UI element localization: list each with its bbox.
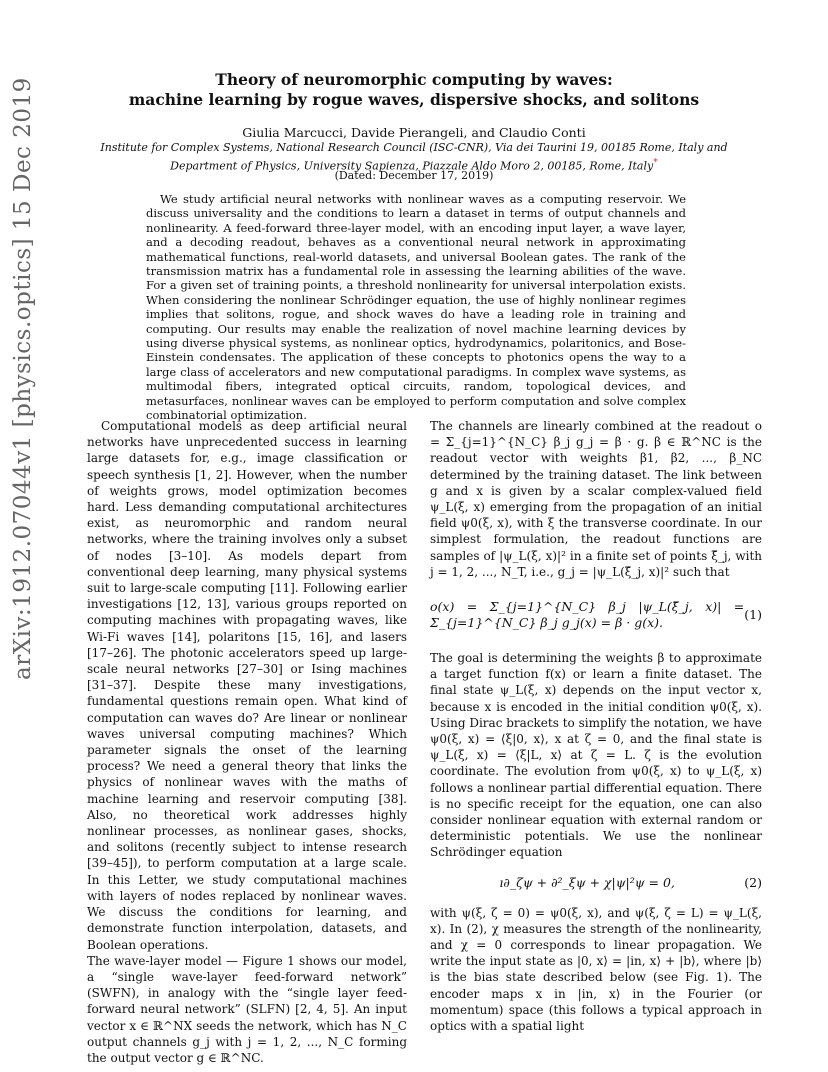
arxiv-stamp: arXiv:1912.07044v1 [physics.optics] 15 Dec 2019 — [10, 77, 36, 680]
left-column — [87, 418, 407, 1066]
wave-layer-model-paragraph: The wave-layer model — Figure 1 shows our model, a “single wave-layer feed-forward network” (SWFN), in analogy with the “single layer feed-forward neural network” (SLFN) [2, 4, 5]. An input vector x ∈ ℝ^NX seeds the network, which has N_C output channels g_j with j = 1, 2, ..., N_C forming the output vector g ∈ ℝ^NC. — [87, 953, 407, 1065]
input-state-paragraph: with ψ(ξ, ζ = 0) = ψ0(ξ, x), and ψ(ξ, ζ = L) = ψ_L(ξ, x). In (2), χ measures the strength of the nonlinearity, and χ = 0 corresponds to linear propagation. We write the input state as |0, x⟩ = |in, x⟩ + |b⟩, where |b⟩ is the bias state described below (see Fig. 1). The encoder maps x in |in, x⟩ in the Fourier (or momentum) space (this follows a typical approach in optics with a spatial light — [430, 905, 762, 1034]
equation-1-number: (1) — [744, 606, 762, 622]
date-line: (Dated: December 17, 2019) — [334, 169, 494, 182]
equation-1-body: o(x) = Σ_{j=1}^{N_C} β_j |ψ_L(ξ̄_j, x)| = Σ_{j=1}^{N_C} β_j g_j(x) = β · g(x). — [430, 598, 745, 631]
title-line-2: machine learning by rogue waves, dispersive shocks, and solitons — [128, 90, 700, 109]
equation-2 — [430, 871, 762, 895]
goal-paragraph: The goal is determining the weights β to approximate a target function f(x) or learn a finite dataset. The final state ψ_L(ξ, x) depends on the input vector x, because x is encoded in the initial condition ψ0(ξ, x). Using Dirac brackets to simplify the notation, we have ψ0(ξ, x) = ⟨ξ|0, x⟩, x at ζ = 0, and the final state is ψ_L(ξ, x) = ⟨ξ|L, x⟩ at ζ = L. ζ is the evolution coordinate. The evolution from ψ0(ξ, x) to ψ_L(ξ, x) follows a nonlinear partial differential equation. There is no specific receipt for the equation, one can also consider nonlinear equation with external random or deterministic potentials. We use the nonlinear Schrödinger equation — [430, 651, 762, 860]
footnote-link[interactable]: * — [653, 157, 658, 168]
affiliation-line-1: Institute for Complex Systems, National Research Council (ISC-CNR), Via dei Taurini 19, 00185 Rome, Italy and — [100, 141, 728, 154]
affiliation-line-2: Department of Physics, University Sapienza, Piazzale Aldo Moro 2, 00185, Rome, Italy — [170, 159, 654, 173]
equation-1 — [430, 586, 762, 644]
authors: Giulia Marcucci, Davide Pierangeli, and Claudio Conti — [242, 125, 586, 140]
title-line-1: Theory of neuromorphic computing by waves: — [215, 70, 613, 89]
equation-2-body: ı∂_ζψ + ∂²_ξψ + χ|ψ|²ψ = 0, — [499, 874, 675, 890]
equation-2-number: (2) — [744, 874, 762, 890]
readout-paragraph: The channels are linearly combined at the readout o = Σ_{j=1}^{N_C} β_j g_j = β · g. β ∈ ℝ^NC is the readout vector with weights β1, β2, ..., β_NC determined by the training dataset. The link between g and x is given by a scalar complex-valued field ψ_L(ξ, x) emerging from the propagation of an initial field ψ0(ξ, x), with ξ the transverse coordinate. In our simplest formulation, the readout functions are samples of |ψ_L(ξ, x)|² in a finite set of points ξ̄_j, with j = 1, 2, ..., N_T, i.e., g_j = |ψ_L(ξ̄_j, x)|² such that — [430, 419, 762, 579]
right-column — [430, 418, 762, 1034]
intro-paragraph: Computational models as deep artificial neural networks have unprecedented success in learning large datasets for, e.g., image classification or speech synthesis [1, 2]. However, when the number of weights grows, model optimization becomes hard. Less demanding computational architectures exist, as neuromorphic and random neural networks, where the training involves only a subset of nodes [3–10]. As models depart from conventional deep learning, many physical systems suit to large-scale computing [11]. Following earlier investigations [12, 13], various groups reported on computing machines with propagating waves, like Wi-Fi waves [14], polaritons [15, 16], and lasers [17–26]. The photonic accelerators speed up large-scale neural networks [27–30] or Ising machines [31–37]. Despite these many investigations, fundamental questions remain open. What kind of computation can waves do? Are linear or nonlinear waves universal computing machines? Which parameter signals the onset of the learning process? We need a general theory that links the physics of nonlinear waves with the maths of machine learning and reservoir computing [38]. Also, no theoretical work addresses highly nonlinear processes, as nonlinear gases, shocks, and solitons (recently subject to intense research [39–45]), to perform computation at a large scale. In this Letter, we study computational machines with layers of nodes replaced by nonlinear waves. We discuss the conditions for learning, and demonstrate function interpolation, datasets, and Boolean operations. — [87, 419, 407, 952]
paper-title — [100, 70, 728, 110]
abstract: We study artificial neural networks with nonlinear waves as a computing reservoir. We discuss universality and the conditions to learn a dataset in terms of output channels and nonlinearity. A feed-forward three-layer model, with an encoding input layer, a wave layer, and a decoding readout, behaves as a conventional neural network in approximating mathematical functions, real-world datasets, and universal Boolean gates. The rank of the transmission matrix has a fundamental role in assessing the learning abilities of the wave. For a given set of training points, a threshold nonlinearity for universal interpolation exists. When considering the nonlinear Schrödinger equation, the use of highly nonlinear regimes implies that solitons, rogue, and shock waves do have a leading role in training and computing. Our results may enable the realization of novel machine learning devices by using diverse physical systems, as nonlinear optics, hydrodynamics, polaritonics, and Bose-Einstein condensates. The application of these concepts to photonics opens the way to a large class of accelerators and new computational paradigms. In complex wave systems, as multimodal fibers, integrated optical circuits, random, topological devices, and metasurfaces, nonlinear waves can be employed to perform computation and solve complex combinatorial optimization. — [146, 192, 686, 423]
